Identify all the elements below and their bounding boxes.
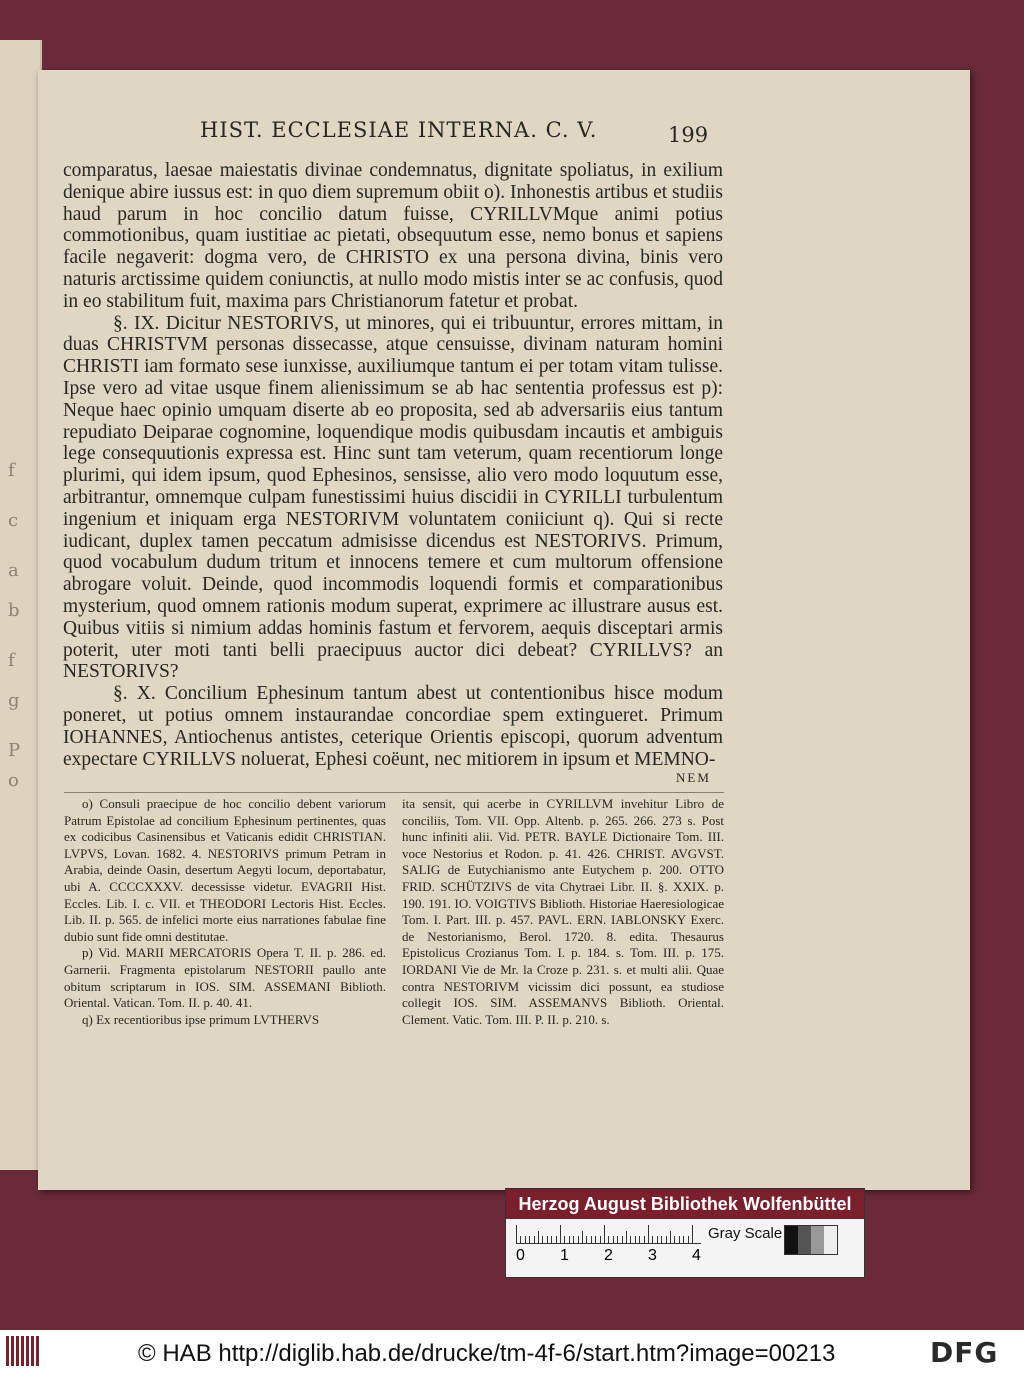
ruler-tick	[683, 1236, 684, 1243]
ruler-tick	[652, 1236, 653, 1243]
copyright-url[interactable]: © HAB http://diglib.hab.de/drucke/tm-4f-6/start.htm?image=00213	[138, 1340, 836, 1367]
ruler-tick	[551, 1236, 552, 1243]
ruler-tick	[688, 1236, 689, 1243]
paragraph: comparatus, laesae maiestatis divinae condemnatus, dignitate spoliatus, in exilium denique abire iussus est: in quo diem supremum obiit o). Inhonestis artibus et studiis haud parum in hoc concilio datum fuisse, CYRILLVMque animi potius commotionibus, quam iustitiae ac pietati, obsequutum esse, nemo bonus et sapiens facile negaverit: dogma vero, de CHRISTO ex una persona divina, binis vero naturis arctissime quidem coniunctis, at nullo modo mistis inter se ac confusis, quod in eo stabilitum fuit, maxima pars Christianorum fatetur et probat.	[63, 160, 723, 312]
ruler-tick	[538, 1231, 539, 1243]
ruler-tick	[622, 1236, 623, 1243]
ruler-number: 4	[692, 1247, 701, 1264]
ruler-tick	[661, 1236, 662, 1243]
ruler-tick	[692, 1225, 693, 1243]
footnote: o) Consuli praecipue de hoc concilio debent variorum Patrum Epistolae ad concilium Ephesinum pertinentes, quas ex codicibus Casinensibus et Vaticanis edidit CHRISTIAN. LVPVS, Lovan. 1682. 4. NESTORIVS primum Petram in Arabia, deinde Oasin, desertum Aegyti locum, deportabatur, ubi A. CCCCXXXV. decessisse videtur. EVAGRII Hist. Eccles. Lib. I. c. VII. et THEODORI Lectoris Hist. Eccles. Lib. II. p. 565. de infelici morte eius narrationes fabulae fine dubio sunt fide omni destitutae.	[64, 796, 386, 944]
ruler-tick	[648, 1225, 649, 1243]
ruler-tick	[534, 1236, 535, 1243]
footnote-column-left	[64, 796, 386, 1028]
ruler-tick	[670, 1231, 671, 1243]
running-title: HIST. ECCLESIAE INTERNA. C. V.	[200, 118, 598, 142]
ruler-tick	[578, 1236, 579, 1243]
ruler-tick	[604, 1225, 605, 1243]
ruler-tick	[635, 1236, 636, 1243]
ruler-tick	[573, 1236, 574, 1243]
ruler-tick	[630, 1236, 631, 1243]
ruler-tick	[600, 1236, 601, 1243]
gray-scale-label: Gray Scale	[708, 1225, 783, 1242]
color-scale-card	[505, 1188, 865, 1278]
main-text	[63, 160, 723, 770]
ruler-tick	[556, 1236, 557, 1243]
ruler-tick	[547, 1236, 548, 1243]
ruler-number: 0	[516, 1247, 525, 1264]
ruler-tick	[639, 1236, 640, 1243]
ruler-tick	[569, 1236, 570, 1243]
ruler-tick	[626, 1231, 627, 1243]
ruler-tick	[542, 1236, 543, 1243]
ruler-tick	[608, 1236, 609, 1243]
ruler	[516, 1225, 701, 1244]
footnote: p) Vid. MARII MERCATORIS Opera T. II. p. 286. ed. Garnerii. Fragmenta epistolarum NESTORII paullo ante obitum scriptarum in IOS. SIM. ASSEMANI Biblioth. Oriental. Vatican. Tom. II. p. 40. 41.	[64, 945, 386, 1011]
ruler-tick	[586, 1236, 587, 1243]
paragraph: §. X. Concilium Ephesinum tantum abest ut contentionibus hisce modum poneret, ut potius omnem instaurandae concordiae spem extingueret. Primum IOHANNES, Antiochenus antistes, ceterique Orientis episcopi, quorum adventum expectare CYRILLVS noluerat, Ephesi coëunt, nec mitiorem in ipsum et MEMNO-	[63, 683, 723, 770]
page-number: 199	[668, 123, 709, 147]
ruler-tick	[674, 1236, 675, 1243]
ruler-tick	[657, 1236, 658, 1243]
ruler-tick	[529, 1236, 530, 1243]
ruler-tick	[520, 1236, 521, 1243]
ruler-tick	[644, 1236, 645, 1243]
footnotes	[64, 796, 724, 1028]
catchword: NEM	[676, 770, 711, 785]
ruler-number: 3	[648, 1247, 657, 1264]
footnote: q) Ex recentioribus ipse primum LVTHERVS	[82, 1011, 320, 1027]
ruler-tick	[560, 1225, 561, 1243]
ruler-tick	[679, 1236, 680, 1243]
ruler-tick	[582, 1231, 583, 1243]
ruler-tick	[516, 1225, 517, 1243]
paragraph: §. IX. Dicitur NESTORIVS, ut minores, qui ei tribuuntur, errores mittam, in duas CHRISTVM personas dissecasse, atque censuisse, divinam naturam homini CHRISTI iam formato sese iunxisse, auxiliumque tantum ei per totam vitam tulisse. Ipse vero ad vitae usque finem alienissimum se ab hac sententia professus est p): Neque haec opinio umquam diserte ab eo proposita, sed ab adversariis eius tantum repudiato Deiparae cognomine, loquendique modis quibusdam incautis et ambiguis lege consequutionis expressa est. Hinc sunt tam veterum, quam recentiorum longe plurimi, qui idem ipsum, quod Ephesinos, sensisse, alio vero modo loquutum esse, arbitrantur, omnemque culpam funestissimi huius discidii in CYRILLI turbulentum ingenium et iniquam erga NESTORIVM voluntatem coniiciunt q). Qui si recte iudicant, duplex tamen peccatum admisisse dicendus est NESTORIVS. Primum, quod vocabulum dudum tritum et innocens temere et cum multorum offensione abrogare voluit. Deinde, quod incommodis loquendi formis et comparationibus mysterium, quod omnem rationis modum superat, exprimere ac illustrare ausus est. Quibus vitiis si nimium addas hominis fastum et fervorem, aequis disceptari armis poterit, uter moti tanti belli praecipuus auctor dici debeat? CYRILLVS? an NESTORIVS?	[63, 312, 723, 683]
library-name: Herzog August Bibliothek Wolfenbüttel	[506, 1189, 864, 1219]
footer-bar	[0, 1330, 1024, 1374]
ruler-tick	[525, 1236, 526, 1243]
ruler-number: 1	[560, 1247, 569, 1264]
footnote-column-right	[402, 796, 724, 1028]
ruler-tick	[666, 1236, 667, 1243]
ruler-tick	[617, 1236, 618, 1243]
ruler-number: 2	[604, 1247, 613, 1264]
ruler-tick	[591, 1236, 592, 1243]
footnote-divider	[64, 792, 724, 793]
left-page-edge: f c a b f g P o	[0, 40, 42, 1170]
ruler-tick	[595, 1236, 596, 1243]
gray-scale-swatch	[784, 1225, 838, 1255]
footnote: ita sensit, qui acerbe in CYRILLVM invehitur Libro de conciliis, Tom. VII. Opp. Altenb. p. 265. 266. 273 s. Post hunc infiniti alii. Vid. PETR. BAYLE Dictionaire Tom. III. voce Nestorius et Rodon. p. 41. 426. CHRIST. AVGVST. SALIG de Eutychianismo ante Eutychem p. 200. OTTO FRID. SCHÜTZIVS de vita Chytraei Libr. II. §. XXIX. p. 190. 191. IO. VOIGTIVS Biblioth. Historiae Haeresiologicae Tom. I. Part. III. p. 457. PAVL. ERN. IABLONSKY Exerc. de Nestorianismo, Berol. 1720. 8. edita. Thesaurus Epistolicus Crozianus Tom. I. p. 184. s. Tom. III. p. 175. IORDANI Vie de Mr. la Croze p. 231. s. et multi alii. Quae contra NESTORIVM vicissim dici possunt, ea studiose collegit IOS. SIM. ASSEMANVS Biblioth. Oriental. Clement. Vatic. Tom. III. P. II. p. 210. s.	[402, 796, 724, 1027]
dfg-logo: DFG	[930, 1336, 999, 1369]
ruler-tick	[613, 1236, 614, 1243]
barcode-icon	[6, 1336, 40, 1366]
ruler-tick	[564, 1236, 565, 1243]
